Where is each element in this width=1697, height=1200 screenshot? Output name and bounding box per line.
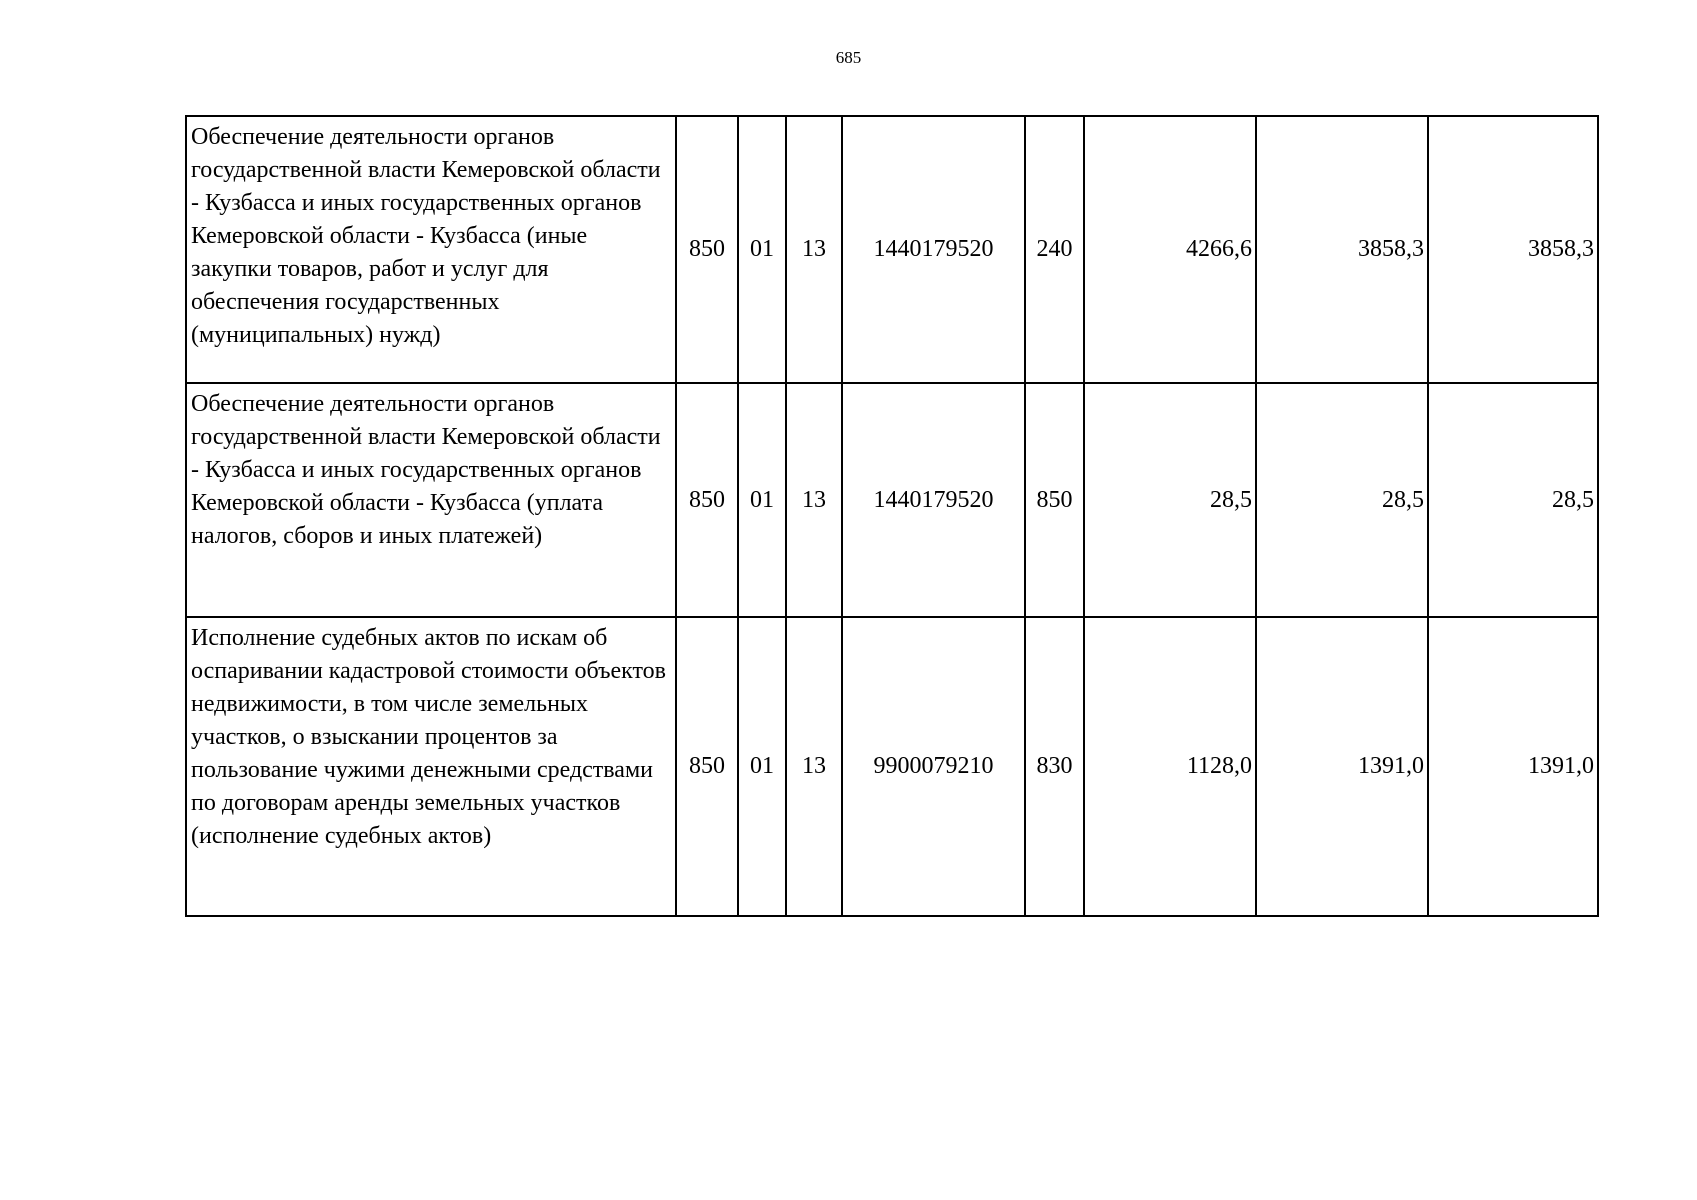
amount-year-2: 3858,3 — [1256, 116, 1428, 383]
section-code: 01 — [738, 383, 786, 617]
expense-type-code: 830 — [1025, 617, 1084, 916]
amount-year-2: 28,5 — [1256, 383, 1428, 617]
row-description: Обеспечение деятельности органов государственной власти Кемеровской области - Кузбасса и иных государственных органов Кемеровской области - Кузбасса (иные закупки товаров, работ и услуг для обеспечения государственных (муниципальных) нужд) — [186, 116, 676, 383]
amount-year-3: 1391,0 — [1428, 617, 1598, 916]
amount-year-3: 28,5 — [1428, 383, 1598, 617]
ministry-code: 850 — [676, 383, 738, 617]
amount-year-1: 1128,0 — [1084, 617, 1256, 916]
section-code: 01 — [738, 116, 786, 383]
amount-year-1: 28,5 — [1084, 383, 1256, 617]
amount-year-3: 3858,3 — [1428, 116, 1598, 383]
ministry-code: 850 — [676, 617, 738, 916]
page-number: 685 — [835, 48, 862, 67]
amount-year-2: 1391,0 — [1256, 617, 1428, 916]
subsection-code: 13 — [786, 383, 842, 617]
table-row — [186, 116, 1598, 383]
budget-table — [185, 115, 1599, 917]
amount-year-1: 4266,6 — [1084, 116, 1256, 383]
row-description: Обеспечение деятельности органов государственной власти Кемеровской области - Кузбасса и иных государственных органов Кемеровской области - Кузбасса (уплата налогов, сборов и иных платежей) — [186, 383, 676, 617]
expense-type-code: 850 — [1025, 383, 1084, 617]
section-code: 01 — [738, 617, 786, 916]
table-row — [186, 383, 1598, 617]
target-article-code: 1440179520 — [842, 116, 1025, 383]
table-row — [186, 617, 1598, 916]
target-article-code: 9900079210 — [842, 617, 1025, 916]
row-description: Исполнение судебных актов по искам об оспаривании кадастровой стоимости объектов недвижимости, в том числе земельных участков, о взыскании процентов за пользование чужими денежными средствами по договорам аренды земельных участков (исполнение судебных актов) — [186, 617, 676, 916]
ministry-code: 850 — [676, 116, 738, 383]
expense-type-code: 240 — [1025, 116, 1084, 383]
target-article-code: 1440179520 — [842, 383, 1025, 617]
subsection-code: 13 — [786, 617, 842, 916]
subsection-code: 13 — [786, 116, 842, 383]
